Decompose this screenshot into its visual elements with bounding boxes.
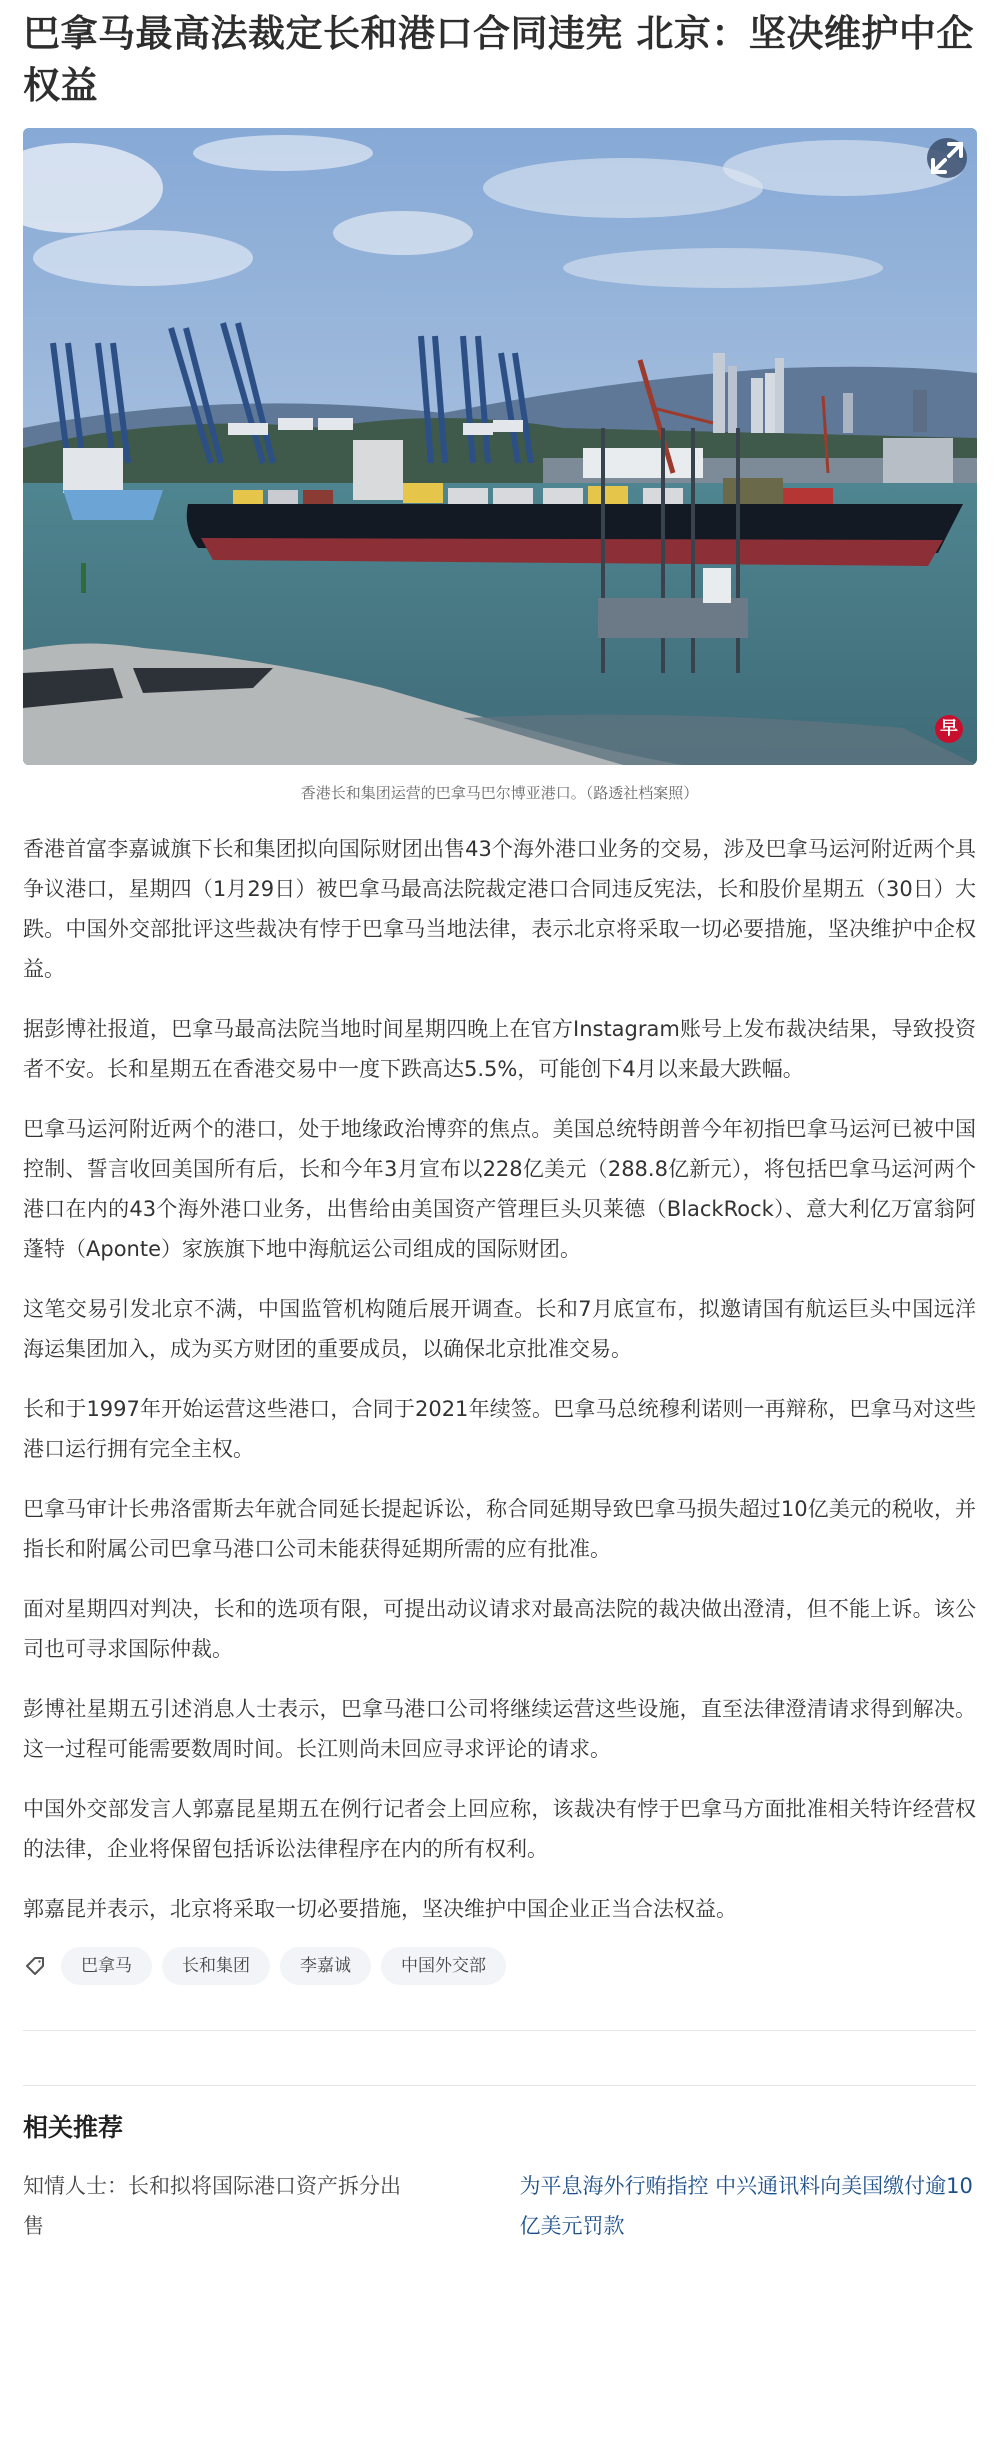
paragraph: 巴拿马审计长弗洛雷斯去年就合同延长提起诉讼，称合同延期导致巴拿马损失超过10亿美元的税收，并指长和附属公司巴拿马港口公司未能获得延期所需的应有批准。 — [23, 1497, 976, 1561]
paragraph: 香港首富李嘉诚旗下长和集团拟向国际财团出售43个海外港口业务的交易，涉及巴拿马运河附近两个具争议港口，星期四（1月29日）被巴拿马最高法院裁定港口合同违反宪法，长和股价星期五（30日）大跌。中国外交部批评这些裁决有悖于巴拿马当地法律，表示北京将采取一切必要措施，坚决维护中企权益。 — [23, 837, 976, 981]
tag-li-ka-shing[interactable]: 李嘉诚 — [280, 1947, 371, 1985]
paragraph: 彭博社星期五引述消息人士表示，巴拿马港口公司将继续运营这些设施，直至法律澄清请求得到解决。这一过程可能需要数周时间。长江则尚未回应寻求评论的请求。 — [23, 1697, 976, 1761]
expand-image-button[interactable] — [927, 138, 967, 178]
paragraph: 据彭博社报道，巴拿马最高法院当地时间星期四晚上在官方Instagram账号上发布裁决结果，导致投资者不安。长和星期五在香港交易中一度下跌高达5.5%，可能创下4月以来最大跌幅。 — [23, 1017, 976, 1081]
paragraph: 郭嘉昆并表示，北京将采取一切必要措施，坚决维护中国企业正当合法权益。 — [23, 1897, 737, 1921]
article-photo[interactable] — [23, 128, 977, 765]
tag-icon — [23, 1953, 49, 1979]
related-heading: 相关推荐 — [23, 2113, 124, 2142]
article-title: 巴拿马最高法裁定长和港口合同违宪 北京：坚决维护中企权益 — [23, 12, 974, 107]
article-figure — [23, 128, 976, 803]
related-item[interactable]: 为平息海外行贿指控 中兴通讯料向美国缴付逾10亿美元罚款 — [519, 2174, 973, 2238]
related-item[interactable]: 知情人士：长和拟将国际港口资产拆分出售 — [23, 2174, 401, 2238]
divider — [23, 2085, 976, 2086]
tag-china-foreign-ministry[interactable]: 中国外交部 — [381, 1947, 506, 1985]
paragraph: 长和于1997年开始运营这些港口，合同于2021年续签。巴拿马总统穆利诺则一再辩称，巴拿马对这些港口运行拥有完全主权。 — [23, 1397, 976, 1461]
article-body — [23, 829, 976, 1929]
port-photo-illustration — [23, 128, 977, 765]
paragraph: 面对星期四对判决，长和的选项有限，可提出动议请求对最高法院的裁决做出澄清，但不能上诉。该公司也可寻求国际仲裁。 — [23, 1597, 976, 1661]
paragraph: 巴拿马运河附近两个的港口，处于地缘政治博弈的焦点。美国总统特朗普今年初指巴拿马运河已被中国控制、誓言收回美国所有后，长和今年3月宣布以228亿美元（288.8亿新元），将包括巴拿马运河两个港口在内的43个海外港口业务，出售给由美国资产管理巨头贝莱德（BlackRock）、意大利亿万富翁阿蓬特（Aponte）家族旗下地中海航运公司组成的国际财团。 — [23, 1117, 976, 1261]
paragraph: 这笔交易引发北京不满，中国监管机构随后展开调查。长和7月底宣布，拟邀请国有航运巨头中国远洋海运集团加入，成为买方财团的重要成员，以确保北京批准交易。 — [23, 1297, 976, 1361]
image-caption: 香港长和集团运营的巴拿马巴尔博亚港口。（路透社档案照） — [300, 784, 699, 802]
tag-ck-hutchison[interactable]: 长和集团 — [162, 1947, 270, 1985]
tag-panama[interactable]: 巴拿马 — [61, 1947, 152, 1985]
paragraph: 中国外交部发言人郭嘉昆星期五在例行记者会上回应称，该裁决有悖于巴拿马方面批准相关特许经营权的法律，企业将保留包括诉讼法律程序在内的所有权利。 — [23, 1797, 976, 1861]
zaobao-logo-icon: 早 — [935, 715, 963, 743]
tag-list — [23, 1947, 976, 1985]
expand-arrows-icon — [927, 138, 967, 178]
related-list — [23, 2166, 976, 2246]
divider — [23, 2030, 976, 2031]
